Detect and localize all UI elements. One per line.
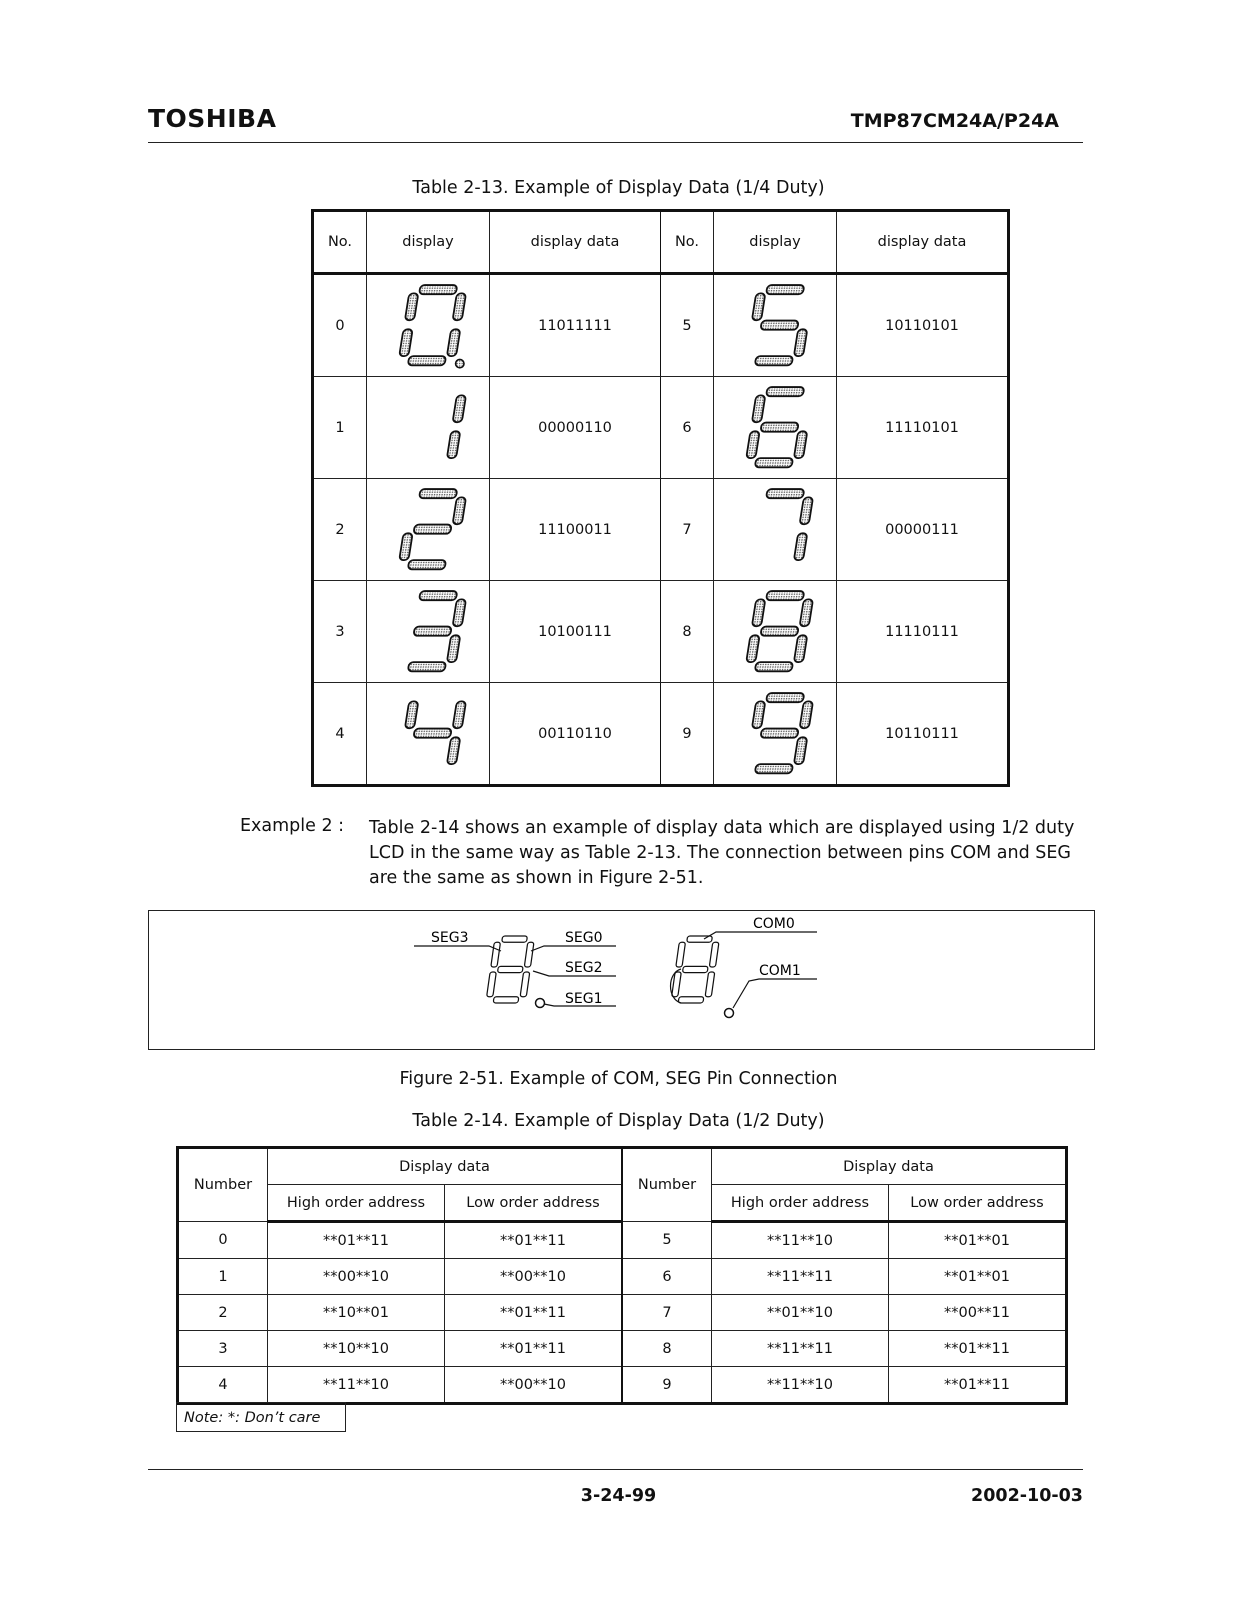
high-order-value: **11**11: [712, 1331, 889, 1367]
table-header-row: [313, 211, 1009, 274]
brand-logo: TOSHIBA: [148, 104, 277, 133]
row-number: 8: [622, 1331, 712, 1367]
segment-a: [766, 693, 804, 702]
col-header-number: Number: [622, 1148, 712, 1222]
page-number: 3-24-99: [580, 1486, 657, 1506]
segment-d: [755, 662, 793, 671]
table-header-row: [178, 1148, 1067, 1185]
low-order-value: **01**11: [445, 1331, 623, 1367]
row-number: 5: [661, 274, 714, 377]
label-seg3: SEG3: [431, 930, 469, 946]
segment-d: [408, 662, 446, 671]
segment-f: [752, 599, 765, 626]
segment-b: [453, 599, 466, 626]
row-number: 6: [661, 377, 714, 479]
table-row: [313, 274, 1009, 377]
col-header-display-data: display data: [837, 211, 1009, 274]
display-data-value: 00000110: [490, 377, 661, 479]
col-header-no: No.: [313, 211, 367, 274]
high-order-value: **00**10: [268, 1259, 445, 1295]
row-number: 0: [313, 274, 367, 377]
digit-2-icon: [367, 479, 490, 581]
high-order-value: **11**10: [712, 1222, 889, 1259]
col-header-high-order: High order address: [712, 1185, 889, 1222]
col-header-number: Number: [178, 1148, 268, 1222]
segment-e: [399, 533, 412, 560]
low-order-value: **00**11: [889, 1295, 1067, 1331]
row-number: 5: [622, 1222, 712, 1259]
row-number: 8: [661, 581, 714, 683]
row-number: 3: [178, 1331, 268, 1367]
segment-g: [413, 626, 451, 635]
table-row: [178, 1295, 1067, 1331]
table-note: Note: *: Don’t care: [176, 1402, 346, 1432]
digit-4-icon: [367, 683, 490, 786]
segment-a: [766, 489, 804, 498]
display-data-value: 10110111: [837, 683, 1009, 786]
segment-g: [760, 320, 798, 329]
digit-5-icon: [714, 274, 837, 377]
revision-date: 2002-10-03: [971, 1486, 1083, 1506]
table-row: [313, 683, 1009, 786]
col-header-display-data: Display data: [712, 1148, 1067, 1185]
display-data-table-half-duty: [176, 1146, 1068, 1405]
table-row: [178, 1331, 1067, 1367]
row-number: 3: [313, 581, 367, 683]
segment-g: [413, 524, 451, 533]
segment-d: [755, 764, 793, 773]
digit-8-icon: [714, 581, 837, 683]
display-data-value: 11100011: [490, 479, 661, 581]
digit-7-icon: [714, 479, 837, 581]
low-order-value: **00**10: [445, 1367, 623, 1404]
segment-d: [408, 560, 446, 569]
col-header-display: display: [367, 211, 490, 274]
high-order-value: **01**11: [268, 1222, 445, 1259]
segment-g: [760, 728, 798, 737]
example-label: Example 2 :: [240, 816, 345, 836]
table14-caption: Table 2-14. Example of Display Data (1/2 Duty): [412, 1111, 825, 1131]
segment-a: [766, 285, 804, 294]
segment-a: [766, 387, 804, 396]
segment-a: [419, 489, 457, 498]
segment-c: [794, 533, 807, 560]
segment-e: [746, 635, 759, 662]
table-row: [313, 581, 1009, 683]
row-number: 2: [313, 479, 367, 581]
high-order-value: **11**10: [268, 1367, 445, 1404]
segment-a: [419, 591, 457, 600]
display-data-value: 10110101: [837, 274, 1009, 377]
segment-d: [755, 356, 793, 365]
col-header-display-data: display data: [490, 211, 661, 274]
digit-1-icon: [367, 377, 490, 479]
display-data-table-quarter-duty: [311, 209, 1010, 787]
segment-b: [453, 497, 466, 524]
segment-b: [800, 599, 813, 626]
segment-g: [413, 728, 451, 737]
header-rule: [148, 142, 1083, 143]
display-data-value: 11110111: [837, 581, 1009, 683]
segment-f: [752, 701, 765, 728]
col-header-no: No.: [661, 211, 714, 274]
row-number: 4: [178, 1367, 268, 1404]
segment-c: [794, 635, 807, 662]
high-order-value: **11**10: [712, 1367, 889, 1404]
segment-c: [447, 431, 460, 458]
figure-caption: Figure 2-51. Example of COM, SEG Pin Connection: [399, 1069, 838, 1089]
segment-g: [760, 626, 798, 635]
com-digit-icon: [671, 936, 720, 1003]
segment-b: [453, 395, 466, 422]
row-number: 0: [178, 1222, 268, 1259]
segment-c: [794, 737, 807, 764]
col-header-display: display: [714, 211, 837, 274]
display-data-value: 11110101: [837, 377, 1009, 479]
segment-d: [408, 356, 446, 365]
table-row: [178, 1367, 1067, 1404]
high-order-value: **01**10: [712, 1295, 889, 1331]
segment-b: [800, 701, 813, 728]
segment-a: [766, 591, 804, 600]
high-order-value: **10**10: [268, 1331, 445, 1367]
table-row: [313, 377, 1009, 479]
display-data-value: 00000111: [837, 479, 1009, 581]
col-header-display-data: Display data: [268, 1148, 623, 1185]
segment-f: [752, 395, 765, 422]
example-paragraph: Table 2-14 shows an example of display data which are displayed using 1/2 duty LCD in the same way as Table 2-13. The connection between pins COM and SEG are the same as shown in Figure 2-51.: [369, 818, 1075, 888]
row-number: 1: [313, 377, 367, 479]
segment-c: [447, 737, 460, 764]
label-com1: COM1: [759, 963, 801, 979]
low-order-value: **01**01: [889, 1259, 1067, 1295]
table-row: [178, 1259, 1067, 1295]
digit-0-icon: [367, 274, 490, 377]
part-number: TMP87CM24A/P24A: [850, 110, 1059, 132]
label-com0: COM0: [753, 916, 795, 932]
table-row: [313, 479, 1009, 581]
low-order-value: **01**11: [445, 1222, 623, 1259]
table-row: [178, 1222, 1067, 1259]
segment-c: [447, 329, 460, 356]
row-number: 9: [661, 683, 714, 786]
col-header-low-order: Low order address: [445, 1185, 623, 1222]
low-order-value: **00**10: [445, 1259, 623, 1295]
low-order-value: **01**11: [889, 1331, 1067, 1367]
footer-rule: [148, 1469, 1083, 1470]
segment-e: [746, 431, 759, 458]
display-data-value: 10100111: [490, 581, 661, 683]
digit-9-icon: [714, 683, 837, 786]
row-number: 7: [622, 1295, 712, 1331]
row-number: 9: [622, 1367, 712, 1404]
segment-a: [419, 285, 457, 294]
decimal-point: [456, 359, 464, 367]
label-seg0: SEG0: [565, 930, 603, 946]
row-number: 1: [178, 1259, 268, 1295]
segment-c: [794, 431, 807, 458]
label-seg2: SEG2: [565, 960, 603, 976]
segment-c: [447, 635, 460, 662]
row-number: 7: [661, 479, 714, 581]
low-order-value: **01**11: [445, 1295, 623, 1331]
segment-e: [399, 329, 412, 356]
segment-d: [755, 458, 793, 467]
label-seg1: SEG1: [565, 991, 603, 1007]
high-order-value: **10**01: [268, 1295, 445, 1331]
segment-f: [752, 293, 765, 320]
low-order-value: **01**01: [889, 1222, 1067, 1259]
segment-f: [405, 701, 418, 728]
table13-caption: Table 2-13. Example of Display Data (1/4 Duty): [412, 178, 825, 198]
col-header-high-order: High order address: [268, 1185, 445, 1222]
digit-6-icon: [714, 377, 837, 479]
display-data-value: 00110110: [490, 683, 661, 786]
segment-b: [800, 497, 813, 524]
figure-pin-connection: [148, 910, 1095, 1050]
display-data-value: 11011111: [490, 274, 661, 377]
segment-b: [453, 293, 466, 320]
row-number: 6: [622, 1259, 712, 1295]
low-order-value: **01**11: [889, 1367, 1067, 1404]
high-order-value: **11**11: [712, 1259, 889, 1295]
row-number: 2: [178, 1295, 268, 1331]
segment-b: [453, 701, 466, 728]
seg-digit-icon: [486, 936, 535, 1003]
digit-3-icon: [367, 581, 490, 683]
segment-c: [794, 329, 807, 356]
segment-f: [405, 293, 418, 320]
col-header-low-order: Low order address: [889, 1185, 1067, 1222]
row-number: 4: [313, 683, 367, 786]
segment-g: [760, 422, 798, 431]
